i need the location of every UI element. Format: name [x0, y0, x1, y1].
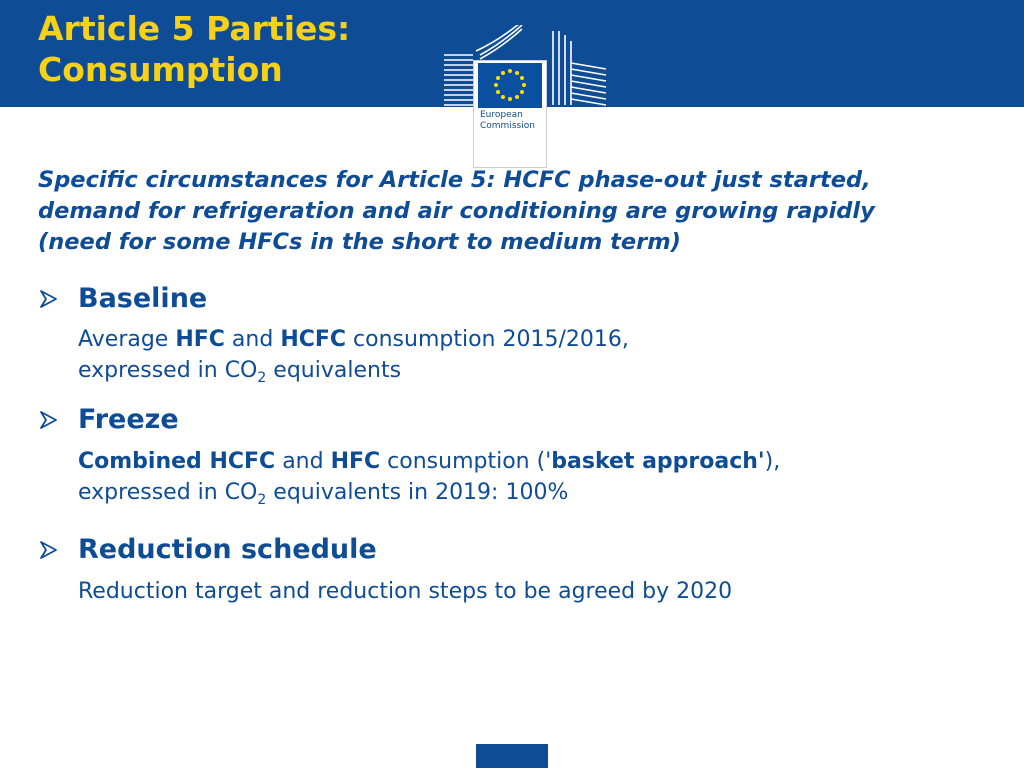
baseline-line-1	[78, 324, 629, 355]
eu-flag-icon	[478, 63, 542, 108]
section-body-reduction-schedule	[78, 576, 732, 607]
text-run: equivalents in 2019: 100%	[266, 480, 569, 505]
slide-title-line-1: Article 5 Parties:	[38, 9, 351, 48]
intro-paragraph	[38, 165, 998, 258]
intro-line-2: demand for refrigeration and air conditioning are growing rapidly	[38, 198, 875, 224]
text-run: equivalents	[266, 358, 402, 383]
arrowhead-bullet-icon	[38, 410, 58, 430]
section-title-reduction-schedule: Reduction schedule	[78, 534, 377, 565]
text-run: and	[224, 327, 281, 352]
text-run: expressed in CO	[78, 480, 258, 505]
text-run: expressed in CO	[78, 358, 258, 383]
baseline-line-2	[78, 355, 629, 386]
bold-term: basket approach'	[551, 449, 765, 474]
european-commission-logo	[440, 25, 608, 143]
footer-eu-flag	[476, 744, 548, 768]
text-run: and	[275, 449, 331, 474]
logo-card	[473, 60, 547, 168]
bold-term: HCFC	[280, 327, 347, 352]
intro-line-3: (need for some HFCs in the short to medium term)	[38, 229, 681, 255]
freeze-line-1	[78, 446, 780, 477]
freeze-line-2	[78, 477, 780, 508]
section-title-freeze: Freeze	[78, 404, 179, 435]
eu-stars-icon	[478, 63, 542, 108]
slide-title	[38, 8, 350, 90]
section-body-freeze	[78, 446, 780, 508]
subscript: 2	[257, 370, 267, 386]
logo-caption	[480, 110, 544, 132]
arrowhead-bullet-icon	[38, 540, 58, 560]
bold-term: HFC	[175, 327, 225, 352]
section-title-baseline: Baseline	[78, 283, 208, 314]
text-run: consumption ('	[380, 449, 552, 474]
subscript: 2	[257, 492, 267, 508]
logo-caption-line-2: Commission	[480, 121, 535, 131]
bold-term: HFC	[330, 449, 381, 474]
bold-term: Combined HCFC	[78, 449, 276, 474]
text-run: ),	[764, 449, 781, 474]
text-run: Average	[78, 327, 176, 352]
reduction-line-1: Reduction target and reduction steps to be agreed by 2020	[78, 579, 733, 604]
logo-caption-line-1: European	[480, 110, 523, 120]
slide-title-line-2: Consumption	[38, 50, 283, 89]
intro-line-1: Specific circumstances for Article 5: HCFC phase-out just started,	[38, 167, 871, 193]
text-run: consumption 2015/2016,	[346, 327, 629, 352]
section-body-baseline	[78, 324, 629, 386]
arrowhead-bullet-icon	[38, 289, 58, 309]
